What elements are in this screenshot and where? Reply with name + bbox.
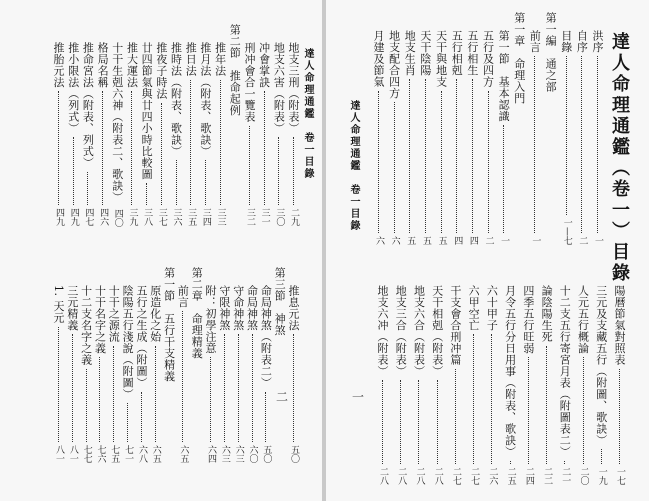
toc-entry xyxy=(482,30,495,245)
toc-entry-page: 六四 xyxy=(206,445,217,463)
dot-leader xyxy=(293,334,294,442)
toc-entry-page: 二八 xyxy=(396,467,407,485)
toc-entry-page: 二八 xyxy=(414,467,425,485)
toc-entry xyxy=(504,285,517,485)
dot-leader xyxy=(581,56,582,233)
dot-leader xyxy=(141,392,142,443)
toc-entry-title: 附：初學注意 xyxy=(204,285,218,354)
dot-leader xyxy=(601,449,602,464)
toc-entry-title: 自序 xyxy=(575,30,589,53)
toc-entry-title: 推月法（附表、歌訣） xyxy=(198,42,212,157)
toc-entry-page: 三七 xyxy=(156,208,167,226)
toc-entry-page: 二七 xyxy=(469,467,480,485)
dot-leader xyxy=(597,56,598,233)
toc-entry-title: 地支六冲（附表） xyxy=(376,285,389,377)
toc-entry xyxy=(544,12,557,93)
toc-entry-title: 第一節 五行干支精義 xyxy=(162,267,176,382)
toc-entry-page: 二一 xyxy=(560,467,571,485)
dot-leader xyxy=(238,334,239,442)
toc-entry xyxy=(232,285,245,463)
toc-entry-title: 月令五行分日用事（附表、歌訣） xyxy=(503,285,517,458)
dot-leader xyxy=(99,357,100,442)
toc-entry-page: 八一 xyxy=(54,445,64,463)
dot-leader xyxy=(441,91,442,234)
toc-entry xyxy=(96,42,109,226)
toc-entry xyxy=(528,30,541,245)
dot-leader xyxy=(583,357,584,464)
toc-entry-title: 五行相生 xyxy=(465,30,479,76)
toc-entry xyxy=(467,285,480,485)
toc-entry xyxy=(259,285,272,463)
toc-entry-page: 六三 xyxy=(233,445,244,463)
toc-entry-page: 三二 xyxy=(244,208,255,226)
dot-leader xyxy=(249,126,250,206)
toc-entry-title: 六甲空亡 xyxy=(467,285,481,331)
toc-entry-title: 推夜子時法 xyxy=(154,42,168,100)
toc-entry-page: 六八 xyxy=(136,445,147,463)
toc-entry xyxy=(388,30,401,245)
toc-entry-title: 守命神煞 xyxy=(231,285,245,331)
toc-entry-title: 推年法 xyxy=(213,42,227,77)
toc-entry-title: 十二支五行寄宮月表（附圖表二） xyxy=(558,285,572,458)
toc-entry-title: 十干之源流 xyxy=(107,285,121,343)
dot-leader xyxy=(456,79,457,233)
toc-entry-title: 格局名稱 xyxy=(96,42,110,88)
dot-leader xyxy=(87,172,88,206)
toc-entry-title: 地支配合四方 xyxy=(387,30,401,99)
toc-entry-page: 六 xyxy=(389,236,400,245)
toc-entry-title: 五行之生成（附圖） xyxy=(134,285,148,389)
toc-entry-page: 四九 xyxy=(68,208,79,226)
toc-entry-page: 二〇 xyxy=(578,467,589,485)
toc-entry-title: 陰陽五行淺說（附圖） xyxy=(121,285,135,400)
toc-entry xyxy=(81,42,94,226)
toc-entry-page: 二八 xyxy=(432,467,443,485)
dot-leader xyxy=(400,380,401,464)
toc-block-right-lower xyxy=(376,285,626,485)
toc-entry xyxy=(111,42,124,226)
toc-entry xyxy=(431,285,444,485)
toc-entry-page: 四 xyxy=(467,236,478,245)
running-header-right: 達人命理通鑑 卷一目錄 xyxy=(348,100,359,232)
dot-leader xyxy=(220,80,221,206)
left-page xyxy=(0,0,322,501)
dot-leader xyxy=(224,334,225,442)
dot-leader xyxy=(293,137,294,205)
toc-entry-title: 六十甲子 xyxy=(485,285,499,331)
dot-leader xyxy=(161,103,162,206)
toc-entry xyxy=(140,42,153,226)
dot-leader xyxy=(437,380,438,464)
toc-entry-title: 十干生剋六神（附表二、歌訣） xyxy=(110,42,124,203)
toc-entry xyxy=(246,285,259,463)
toc-entry xyxy=(176,285,189,463)
dot-leader xyxy=(127,403,128,442)
toc-entry xyxy=(558,285,571,485)
toc-entry-page: 二七 xyxy=(450,467,461,485)
toc-entry-page: 五 xyxy=(405,236,416,245)
dot-leader xyxy=(528,357,529,464)
toc-entry-title: 第一編 通之部 xyxy=(544,12,558,93)
toc-entry-title: 推命宮法（附表、列式） xyxy=(81,42,95,169)
toc-entry-title: 天干陰陽 xyxy=(418,30,432,76)
toc-entry-page: 四六 xyxy=(98,208,109,226)
toc-entry-title: 地支六合（附表） xyxy=(412,285,426,377)
toc-entry-page: 四七 xyxy=(83,208,94,226)
toc-entry-page: 三八 xyxy=(142,208,153,226)
toc-entry-page: 四九 xyxy=(54,208,64,226)
toc-entry xyxy=(522,285,535,485)
dot-leader xyxy=(394,102,395,233)
toc-entry-page: 五〇 xyxy=(289,445,299,463)
toc-entry-title: 目錄 xyxy=(559,30,573,53)
dot-leader xyxy=(264,91,265,205)
toc-entry xyxy=(287,42,300,226)
toc-entry-page: 三六 xyxy=(171,208,182,226)
toc-entry xyxy=(228,24,241,116)
toc-entry-title: 五行及四方 xyxy=(481,30,495,88)
dot-leader xyxy=(566,56,567,215)
dot-leader xyxy=(205,160,206,205)
dot-leader xyxy=(146,183,147,205)
toc-entry-title: 月建及節氣 xyxy=(372,30,385,88)
dot-leader xyxy=(491,334,492,464)
dot-leader xyxy=(58,91,59,205)
toc-entry-page: 三一 xyxy=(259,208,270,226)
toc-entry-page: 二 xyxy=(577,236,588,245)
toc-entry xyxy=(485,285,498,485)
toc-entry-page: 六〇 xyxy=(247,445,258,463)
toc-entry xyxy=(243,42,256,226)
toc-entry xyxy=(52,42,65,226)
toc-entry xyxy=(52,285,65,463)
toc-entry xyxy=(412,285,425,485)
toc-entry xyxy=(125,42,138,226)
toc-entry-page: 六五 xyxy=(178,445,189,463)
toc-entry xyxy=(287,285,300,463)
toc-entry-page: 二二 xyxy=(542,467,553,485)
toc-entry xyxy=(372,30,385,245)
toc-entry-page: 三三 xyxy=(215,208,226,226)
toc-entry xyxy=(419,30,432,245)
toc-entry xyxy=(163,267,176,382)
toc-entry-title: 地支三合（附表） xyxy=(394,285,408,377)
dot-leader xyxy=(131,91,132,205)
toc-entry-title: 推胎元法 xyxy=(52,42,65,88)
toc-block-left-lower xyxy=(52,267,300,463)
toc-entry-title: 前言 xyxy=(528,30,542,53)
toc-entry-page: 一 xyxy=(499,236,510,245)
dot-leader xyxy=(472,79,473,233)
toc-entry xyxy=(170,42,183,226)
toc-entry-title: 地支生肖 xyxy=(403,30,417,76)
toc-entry xyxy=(258,42,271,226)
toc-entry-title: 冲會掌訣 xyxy=(257,42,271,88)
toc-entry-page: 七七 xyxy=(81,445,92,463)
dot-leader xyxy=(534,56,535,233)
toc-entry-page: 六五 xyxy=(150,445,161,463)
dot-leader xyxy=(155,346,156,443)
dot-leader xyxy=(382,380,383,464)
toc-entry-page: 一 xyxy=(530,236,541,245)
toc-entry-title: 刑冲會合一覽表 xyxy=(242,42,256,123)
toc-entry xyxy=(394,285,407,485)
toc-entry-page: 二五 xyxy=(505,467,516,485)
toc-entry xyxy=(450,30,463,245)
page-number-right: 一 xyxy=(352,390,365,404)
toc-entry xyxy=(273,267,286,336)
toc-entry xyxy=(575,30,588,245)
toc-entry-page: 三五 xyxy=(186,208,197,226)
toc-entry-title: 推大運法 xyxy=(125,42,139,88)
toc-entry-page: 二四 xyxy=(523,467,534,485)
dot-leader xyxy=(425,79,426,233)
dot-leader xyxy=(278,137,279,205)
book-title: 達人命理通鑑（卷一）目錄 xyxy=(609,32,630,284)
toc-entry-title: 1. 天元 xyxy=(52,285,65,324)
dot-leader xyxy=(418,380,419,464)
toc-entry xyxy=(204,285,217,463)
toc-entry-title: 守限神煞 xyxy=(217,285,231,331)
dot-leader xyxy=(409,79,410,233)
toc-entry xyxy=(107,285,120,463)
toc-entry xyxy=(93,285,106,463)
toc-entry-page: 一九 xyxy=(596,467,607,485)
toc-entry-page: 二九 xyxy=(289,208,299,226)
toc-entry-title: 廿四節氣與廿四小時比較圖 xyxy=(140,42,154,180)
toc-entry-title: 地支三刑（附表） xyxy=(287,42,300,134)
dot-leader xyxy=(190,80,191,206)
toc-entry-title: 推時法（附表、歌訣） xyxy=(169,42,183,157)
toc-entry-page: 五 xyxy=(420,236,431,245)
toc-entry xyxy=(513,12,526,104)
toc-entry-page: 七六 xyxy=(95,445,106,463)
dot-leader xyxy=(252,334,253,442)
running-header-left: 達人命理通鑑 卷一目錄 xyxy=(302,48,313,180)
dot-leader xyxy=(546,346,547,465)
dot-leader xyxy=(210,357,211,442)
dot-leader xyxy=(378,91,379,234)
toc-entry xyxy=(449,285,462,485)
toc-entry xyxy=(80,285,93,463)
toc-entry xyxy=(66,285,79,463)
toc-entry-page: 五〇 xyxy=(261,445,272,463)
toc-entry-page: 八一 xyxy=(67,445,78,463)
toc-entry xyxy=(613,285,626,485)
toc-entry-title: 原造化之始 xyxy=(148,285,162,343)
toc-entry-page: 六 xyxy=(374,236,384,245)
toc-entry xyxy=(577,285,590,485)
toc-entry-title: 論陰陽生死 xyxy=(540,285,554,343)
toc-entry-title: 命局神煞 xyxy=(245,285,259,331)
toc-entry-page: 七一 xyxy=(123,445,134,463)
toc-entry xyxy=(595,285,608,485)
dot-leader xyxy=(265,392,266,443)
toc-entry-title: 洪序 xyxy=(591,30,604,53)
toc-block-left-upper xyxy=(52,24,300,227)
dot-leader xyxy=(564,461,565,465)
toc-entry xyxy=(121,285,134,463)
dot-leader xyxy=(473,334,474,464)
toc-entry-title: 第三節 神煞 xyxy=(273,267,287,336)
toc-entry xyxy=(591,30,604,245)
toc-block-right-upper xyxy=(372,12,604,245)
toc-entry-page: 四 xyxy=(452,236,463,245)
toc-entry xyxy=(67,42,80,226)
toc-entry xyxy=(149,285,162,463)
dot-leader xyxy=(72,334,73,442)
toc-entry-page: 二六 xyxy=(487,467,498,485)
page-number-left: 二 xyxy=(276,390,289,404)
toc-entry-title: 第二章 命理精義 xyxy=(190,267,204,359)
dot-leader xyxy=(455,369,456,465)
toc-entry-title: 三元及支藏五行（附圖、歌訣） xyxy=(594,285,608,446)
toc-entry-title: 十二支名字之義 xyxy=(79,285,93,366)
toc-entry-page: 一七 xyxy=(615,467,625,485)
toc-entry-title: 前言 xyxy=(176,285,190,308)
toc-entry-title: 五行相剋 xyxy=(450,30,464,76)
toc-entry-page: 七五 xyxy=(109,445,120,463)
toc-entry-title: 第一章 命理入門 xyxy=(512,12,526,104)
toc-entry xyxy=(403,30,416,245)
toc-entry xyxy=(435,30,448,245)
toc-entry-title: 第二節 推命起例 xyxy=(228,24,242,116)
toc-entry-title: 天干與地支 xyxy=(434,30,448,88)
toc-entry-title: 陽曆節氣對照表 xyxy=(613,285,626,366)
toc-entry-page: 二八 xyxy=(378,467,388,485)
dot-leader xyxy=(176,160,177,205)
toc-entry-title: 推小限法（列式） xyxy=(66,42,80,134)
toc-entry-title: 干支會合刑冲篇 xyxy=(448,285,462,366)
toc-entry xyxy=(135,285,148,463)
toc-entry-title: 命局神煞（附表二） xyxy=(259,285,273,389)
toc-entry xyxy=(376,285,389,485)
toc-entry-page: 三〇 xyxy=(274,208,285,226)
toc-entry xyxy=(190,267,203,359)
dot-leader xyxy=(503,125,504,233)
toc-entry xyxy=(218,285,231,463)
dot-leader xyxy=(182,311,183,442)
toc-entry-page: 五 xyxy=(436,236,447,245)
dot-leader xyxy=(58,327,59,443)
toc-entry-page: 三九 xyxy=(127,208,138,226)
toc-entry-title: 人元五行概論 xyxy=(576,285,590,354)
toc-entry-title: 第一節 基本認識 xyxy=(497,30,511,122)
toc-entry-page: 二 xyxy=(483,236,494,245)
toc-entry-page: 四〇 xyxy=(112,209,123,227)
toc-entry xyxy=(155,42,168,226)
dot-leader xyxy=(102,91,103,205)
toc-entry-title: 地支六害（附表） xyxy=(272,42,286,134)
toc-entry-page: 一—七 xyxy=(561,218,572,245)
dot-leader xyxy=(73,137,74,205)
toc-entry-page: 三四 xyxy=(200,208,211,226)
toc-entry xyxy=(466,30,479,245)
dot-leader xyxy=(488,91,489,234)
toc-entry-title: 三元精義 xyxy=(65,285,79,331)
toc-entry-page: 一 xyxy=(593,236,603,245)
toc-entry xyxy=(272,42,285,226)
toc-entry xyxy=(560,30,573,245)
dot-leader xyxy=(619,369,620,465)
toc-entry-title: 十干名字之義 xyxy=(93,285,107,354)
dot-leader xyxy=(510,461,511,465)
right-page xyxy=(326,0,649,501)
toc-entry xyxy=(540,285,553,485)
toc-entry-page: 六三 xyxy=(219,445,230,463)
toc-entry-title: 推日法 xyxy=(184,42,198,77)
toc-entry xyxy=(214,42,227,226)
dot-leader xyxy=(86,369,87,443)
toc-entry xyxy=(199,42,212,226)
toc-entry xyxy=(497,30,510,245)
toc-entry-title: 天干相剋（附表） xyxy=(430,285,444,377)
toc-entry xyxy=(184,42,197,226)
dot-leader xyxy=(113,346,114,443)
toc-entry-title: 四季五行旺弱 xyxy=(521,285,535,354)
toc-entry-title: 推息元法 xyxy=(287,285,300,331)
